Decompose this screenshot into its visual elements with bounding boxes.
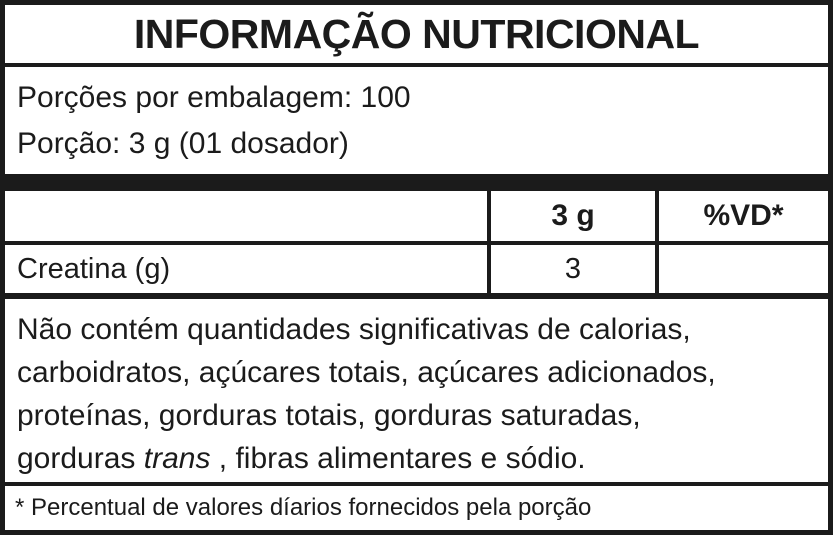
note-line-4-pre: gorduras <box>17 442 144 475</box>
note-line-4-italic: trans <box>143 442 211 475</box>
section-divider-bar <box>5 174 828 191</box>
servings-per-package: Porções por embalagem: 100 <box>17 81 411 114</box>
note-line-2: carboidratos, açúcares totais, açúcares adicionados, <box>17 356 716 389</box>
table-row-creatina <box>5 245 828 293</box>
no-significant-amounts-note <box>5 299 828 482</box>
nutrient-name: Creatina (g) <box>17 252 171 285</box>
daily-value-footnote: * Percentual de valores díarios fornecidos pela porção <box>15 494 592 521</box>
note-line-1: Não contém quantidades significativas de calorias, <box>17 313 691 346</box>
label-title: INFORMAÇÃO NUTRICIONAL <box>133 10 700 57</box>
nutrient-amount: 3 <box>487 245 655 293</box>
serving-info-section <box>5 67 828 174</box>
note-line-3: proteínas, gorduras totais, gorduras saturadas, <box>17 399 641 432</box>
column-header-nutrient-empty <box>5 191 487 241</box>
nutrient-daily-value <box>655 245 828 293</box>
column-header-daily-value: %VD* <box>655 191 828 241</box>
serving-size: Porção: 3 g (01 dosador) <box>17 127 349 160</box>
note-line-4-post: , fibras alimentares e sódio. <box>210 442 586 475</box>
column-header-amount: 3 g <box>487 191 655 241</box>
label-title-row <box>5 5 828 67</box>
table-header-row <box>5 191 828 245</box>
note-line-4 <box>17 437 816 480</box>
